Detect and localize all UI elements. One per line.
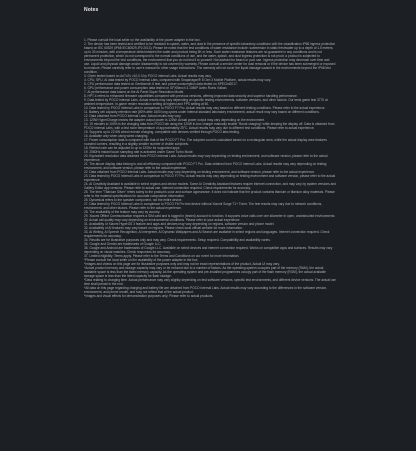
page-title: Notes — [84, 7, 99, 13]
note-item: 20. Equivalent resolution data obtained from POCO Internal Labs. Actual results may vary depending on testing environment, and software version, please refer to the actual experience. — [84, 154, 328, 162]
note-item: 13. 120W HyperCharge means the adapter output power is 120W. Actual power output may vary depending on the environment. — [84, 118, 265, 122]
note-item: 1. Please consult the local seller on the availability of the power adapter in the box. — [84, 38, 201, 42]
note-item: 27. Data tested by POCO Internal Labs in comparison to POCO F6 Pro test device without Xiaomi Surge T1+ Tuner. The test results may vary due to network conditions, environment, and other factors. Please refer to the actual experience. — [84, 202, 323, 210]
note-item: *Actual product memory and storage capacity may vary or be reduced due to a number of factors. As the operating system occupies part of the memory (RAM), the actual available space is less than the listed memory capacity. As the operating system and pre-installed programmes occupy part of the flash memory (ROM), the actual available storage space is less than the listed capacity for flash storage. — [84, 266, 326, 278]
note-item: 21. The above display data belong to and all efficiency compared with POCO F7 Pro. Data obtained from POCO Internal Labs. Actual results may vary depending on testing environment, and software version, please refer to the actual experience. — [84, 162, 327, 170]
note-item: 23. Data tested by POCO Internal Labs in comparison to POCO F7 Pro. Actual results may vary depending on testing environment and software version, please refer to the actual experience. — [84, 174, 336, 182]
note-item: 17. Power consumption data is compared with that of the POCO F7 Pro. The subpixel count is calculated based on a rectangular area, while the actual display area features rounded corners, resulting in a slightly smaller number of visible subpixels. — [84, 138, 327, 146]
note-item: 2. The device has been tested and certified to be resistant to splash, water, and dust in the presence of specific laboratory conditions with the classification IP68 ingress protection based on IEC 60529 (IP68 IEC60529-IP2:2013). Please be noted that the test conditions of water resistance include: submersion in static freshwater up to a depth of 1.5 meters, up to 30 minutes, with a temperature delta between the water and product being 5K or less. Such water resistance features are no guarantee in any conditions and is not permanent protection, which do not correspond to the normal conditions of use, and the water, splash, and dust ingress protection is not proof; a product is subjected to environments beyond the test conditions, the environment that you do not test it to yourself. Not advised for beach or pool use. Ingress protection may decrease over time and use. Liquid and physical damage and/or disassembly is not covered by warranty. Please consult a service center for dust removal or if the device has been submerged or exposed to moisture. Please carefully refer to user's manual for other usage instructions. The warranty will not cover the liquid damage caused in the environments beyond the IP68 test condition. — [84, 42, 336, 74]
note-item: 16. Available only when using wired charging. — [84, 134, 149, 138]
notes-list — [84, 38, 336, 298]
note-item: 5. CPU performance data tested on Geekbench 6 test, and power consumption data tested on SPECint2017. — [84, 82, 238, 86]
note-item: 33. AI Writing, AI Speech Recognition, AI Interpreter, AI Dynamic Wallpapers and AI Search are available in select regions and languages. Internet connection required. Check requirements for accuracy. — [84, 230, 330, 238]
note-item: 19. 2560Hz instant touch sampling rate is activated under Game Turbo Mode. — [84, 150, 194, 154]
note-item: 31. Availability of Xiaomi HyperOS 3 feature and apps and devices may vary depending on regions, software version and phone model. — [84, 222, 275, 226]
note-item: 12. Data obtained from POCO Internal Labs. Actual results may vary. — [84, 114, 182, 118]
note-item: *Images and visual effects for demonstration purposes only. Please refer to actual products. — [84, 294, 214, 298]
note-item: 14. 19 minutes to 100% is the charging data from POCO lab using the 120W in-box charger manually enable "Boost charging" while keeping the display off. Data is obtained from POCO Internal Labs, with a test room temperature of approximately 25°C. Actual results may vary due to different test conditions. Please refer to actual experience. — [84, 122, 335, 130]
note-item: 28. The availability of the feature may vary by country. — [84, 210, 161, 214]
note-item: *Images and videos on this page are for illustrative purposes only and may not be exact representations of the product. Actual UI may vary. — [84, 262, 280, 266]
note-item: 11. Battery cell capacity retention rate (80% after 1600 long cycles under internal standard laboratory environment, actual result may vary based on different conditions. — [84, 110, 320, 114]
note-item: 8. HPT-4 refers to enhanced firmware capabilities compared with previous versions, offering improved data security and superior handling performance. — [84, 94, 298, 98]
note-item: 18. Refresh rate can be adjusted to up to 120Hz for supported apps. — [84, 146, 181, 150]
note-item: 25. The term "Titanium Silver" refers solely to the product's color and surface appearance. It does not indicate that the product contains titanium or titanium alloy materials. Please refer to the material specifications for accurate composition information. — [84, 190, 335, 198]
note-item: 30. Actual call quality may vary depending on environmental conditions. Please refer to your actual experience. — [84, 218, 241, 222]
note-item: 7. AI performance data based on the AI Panel Super Resolution Model. — [84, 90, 185, 94]
note-item: 36. Google and Android are trademarks of Google LLC. Available on select devices and internet connection required. Works on compatible apps and surfaces. Results may vary depending on visual matches. Check responses for accuracy. — [84, 246, 333, 254]
note-item: 26. Dynamical refers to the speaker component, not the entire device. — [84, 198, 183, 202]
note-item: 3. Given tested based on AnTuTu v10.0.3 by POCO Internal Labs. Actual results may vary. — [84, 74, 212, 78]
note-item: 22. Data obtained from POCO Internal Labs. Actual results may vary depending on testing environment, and software version, please refer to the actual experience. — [84, 170, 315, 174]
note-item: *All data on this page regarding charging and battery life are obtained from POCO Internal Labs. Actual results may vary according to the differences in the software version, environment, and phone model, and may not reflect that of the actual product. — [84, 286, 328, 294]
note-item: 29. Xiaomi Offline Communication requires a SIM card and is logged in (tested) account to function. It supports voice calls over one kilometer in open, unobstructed environments. — [84, 214, 336, 218]
note-item: 37. Limited eligibility. Terms apply. Please refer to the Terms and Conditions on our event for more information. — [84, 254, 240, 258]
note-item: 24. AI Creativity Assistant is available in select regions and device models. Some AI Creativity Assistant features require Internet connection, and may vary by system versions and Gallery Editor app versions. Please refer to actual use. Internet connection required. Check requirements for accuracy. — [84, 182, 336, 190]
note-item: 15. Supports up to 22.5W wired reverse charging, compatible with devices verified through POCO labs testing. — [84, 130, 240, 134]
note-item: 35. Google and Gemini are trademarks of Google LLC. — [84, 242, 162, 246]
note-item: *Please consult the local seller on the availability of the power adapter in the box. — [84, 258, 199, 262]
note-item: *Data relating to charging time. Actual performance may vary slightly depending on test software versions, specific test environments, and different device versions. The actual use time shall prevail in the end. — [84, 278, 336, 286]
note-item: 32. Availability of AI features may vary based on regions. Please check local official website for more information. — [84, 226, 243, 230]
note-item: 34. Results are for illustrative purposes only and may vary. Check requirements. Setup required. Compatibility and availability varies. — [84, 238, 271, 242]
note-item: 6. GPU performance and power consumption data tested on GFXBench 3.1080P Aztec Ruins Vulkan. — [84, 86, 228, 90]
note-item: 9. Data tested by POCO Internal Labs. Actual results may vary depending on specific testing environments, software versions, and other factors. Our tests game test 3770 at ambient temperature. In-game render resolution setting at highest and FPS setting at 60. — [84, 98, 328, 106]
note-item: 4. CPU, SPU, AI data tested by POCO Internal Labs, compared with Snapdragon® 8 Gen 3 Mobile Platform, actual results may vary. — [84, 78, 272, 82]
note-item: 10. Data tested by POCO Internal Labs in comparison to POCO F7 Pro. Actual results may vary based on different testing conditions. Please refer to the actual experience. — [84, 106, 326, 110]
